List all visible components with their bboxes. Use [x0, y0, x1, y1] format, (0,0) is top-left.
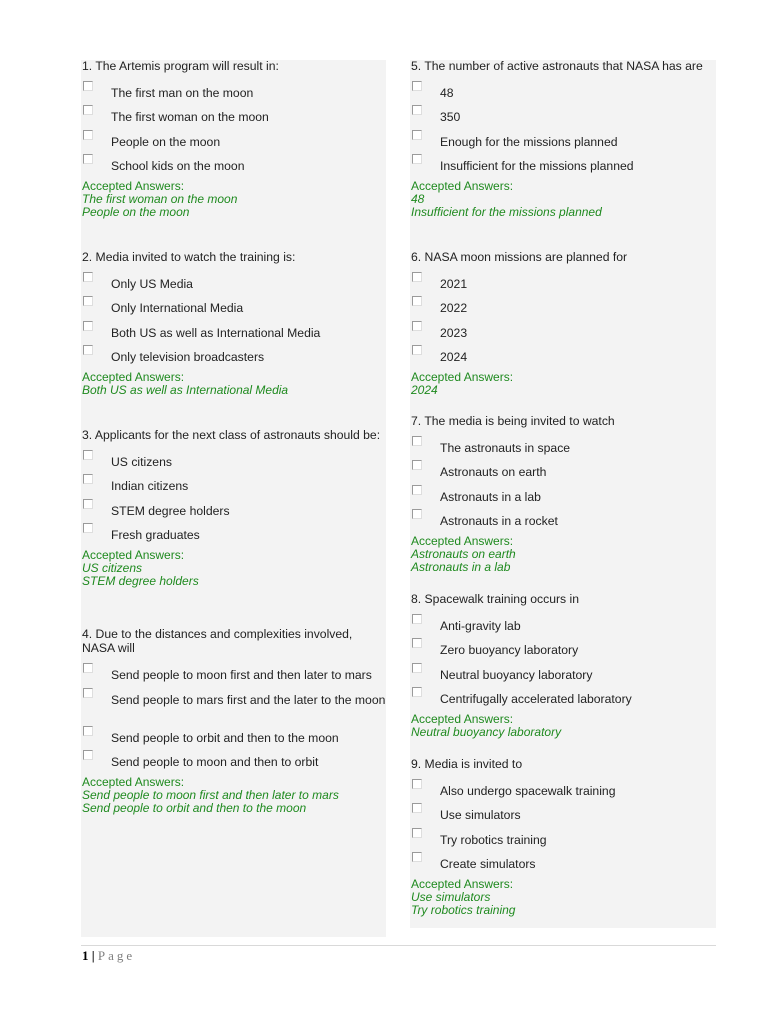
question-text: 1. The Artemis program will result in: [82, 59, 279, 73]
question-block [410, 415, 716, 574]
option-label: Only US Media [111, 276, 193, 291]
option-row [410, 514, 716, 539]
option-label: Only television broadcasters [111, 350, 265, 364]
option-checkbox[interactable] [412, 638, 422, 648]
question-text: 4. Due to the distances and complexities involved, NASA will [82, 627, 353, 655]
option-label: Both US as well as International Media [111, 325, 321, 340]
accepted-answer: Insufficient for the missions planned [411, 205, 602, 220]
option-row [410, 277, 716, 302]
option-checkbox[interactable] [412, 130, 422, 140]
option-label: The astronauts in space [440, 440, 571, 455]
question-block [81, 251, 386, 397]
option-row [410, 857, 716, 882]
option-checkbox[interactable] [412, 345, 422, 355]
option-label: Anti-gravity lab [440, 618, 521, 633]
accepted-answers-label: Accepted Answers: [82, 774, 185, 789]
option-checkbox[interactable] [412, 485, 422, 495]
page-word: Page [97, 948, 136, 963]
page-number: 1 [82, 948, 89, 963]
option-checkbox[interactable] [412, 852, 422, 862]
accepted-answers-label: Accepted Answers: [82, 369, 185, 384]
accepted-answer: Use simulators [411, 889, 491, 904]
options-list [410, 784, 716, 882]
option-label: The first woman on the moon [111, 110, 269, 124]
option-row [410, 643, 716, 668]
option-row [81, 301, 386, 326]
option-label: 48 [440, 85, 454, 100]
accepted-answer: STEM degree holders [82, 574, 199, 589]
option-checkbox[interactable] [83, 105, 93, 115]
accepted-answers-label: Accepted Answers: [82, 547, 185, 562]
option-label: Centrifugally accelerated laboratory [440, 692, 632, 706]
option-checkbox[interactable] [412, 779, 422, 789]
option-label: Astronauts in a lab [440, 489, 541, 504]
question-block [81, 60, 386, 219]
option-label: The first man on the moon [111, 85, 254, 100]
option-checkbox[interactable] [83, 296, 93, 306]
option-label: 2023 [440, 325, 468, 340]
accepted-answer: People on the moon [82, 205, 190, 220]
option-label: Create simulators [440, 857, 536, 871]
option-row [410, 441, 716, 466]
accepted-answer: Try robotics training [411, 903, 516, 918]
option-label: STEM degree holders [111, 503, 230, 518]
question-text: 3. Applicants for the next class of astronauts should be: [82, 428, 381, 442]
option-checkbox[interactable] [83, 130, 93, 140]
option-label: Send people to orbit and then to the moon [111, 730, 339, 745]
option-checkbox[interactable] [412, 321, 422, 331]
option-row [81, 693, 386, 731]
option-label: Also undergo spacewalk training [440, 783, 616, 798]
question-text: 5. The number of active astronauts that NASA has are [411, 59, 703, 73]
right-question-column [410, 60, 716, 928]
question-text: 6. NASA moon missions are planned for [411, 250, 628, 264]
option-row [81, 528, 386, 553]
options-list [410, 86, 716, 184]
left-question-column [81, 60, 386, 937]
option-checkbox[interactable] [412, 509, 422, 519]
footer-divider [81, 945, 716, 946]
option-row [410, 490, 716, 515]
options-list [81, 455, 386, 553]
option-label: Try robotics training [440, 832, 547, 847]
accepted-answer: Send people to orbit and then to the moon [82, 801, 307, 816]
option-label: 2024 [440, 350, 468, 364]
page-separator: | [91, 948, 95, 963]
question-block [410, 251, 716, 397]
option-label: Insufficient for the missions planned [440, 159, 634, 173]
option-row [410, 350, 716, 375]
option-row [81, 110, 386, 135]
option-label: Fresh graduates [111, 528, 200, 542]
question-block [81, 628, 386, 815]
accepted-answers-label: Accepted Answers: [411, 711, 514, 726]
option-label: Neutral buoyancy laboratory [440, 667, 593, 682]
accepted-answer: The first woman on the moon [82, 191, 238, 206]
question-text: 2. Media invited to watch the training is: [82, 250, 296, 264]
option-label: Enough for the missions planned [440, 134, 618, 149]
option-label: Use simulators [440, 808, 521, 822]
question-block [81, 429, 386, 588]
option-label: 2022 [440, 301, 468, 315]
options-list [81, 86, 386, 184]
option-row [81, 455, 386, 480]
accepted-answers-label: Accepted Answers: [411, 369, 514, 384]
option-row [81, 731, 386, 756]
option-row [410, 668, 716, 693]
option-label: Astronauts in a rocket [440, 514, 558, 528]
accepted-answers-label: Accepted Answers: [82, 178, 185, 193]
option-checkbox[interactable] [412, 828, 422, 838]
option-checkbox[interactable] [83, 450, 93, 460]
question-text: 8. Spacewalk training occurs in [411, 592, 580, 606]
options-list [410, 441, 716, 539]
option-row [81, 86, 386, 111]
option-row [81, 277, 386, 302]
page-footer [82, 948, 135, 964]
option-label: Zero buoyancy laboratory [440, 643, 579, 657]
option-row [81, 668, 386, 693]
option-row [81, 755, 386, 780]
option-row [410, 833, 716, 858]
question-block [410, 60, 716, 219]
option-label: People on the moon [111, 134, 221, 149]
option-checkbox[interactable] [83, 750, 93, 760]
option-row [410, 784, 716, 809]
accepted-answer: Astronauts in a lab [411, 560, 511, 575]
option-label: Indian citizens [111, 479, 189, 493]
option-checkbox[interactable] [83, 321, 93, 331]
accepted-answer: Neutral buoyancy laboratory [411, 724, 562, 739]
question-text: 9. Media is invited to [411, 757, 523, 771]
accepted-answer: Astronauts on earth [411, 546, 516, 561]
accepted-answer: Both US as well as International Media [82, 382, 289, 397]
option-row [410, 692, 716, 717]
option-checkbox[interactable] [83, 523, 93, 533]
option-row [81, 479, 386, 504]
option-label: US citizens [111, 454, 172, 469]
option-checkbox[interactable] [412, 614, 422, 624]
option-checkbox[interactable] [412, 436, 422, 446]
option-row [410, 135, 716, 160]
option-checkbox[interactable] [83, 154, 93, 164]
option-row [81, 504, 386, 529]
option-label: Only International Media [111, 301, 244, 315]
option-row [410, 86, 716, 111]
accepted-answers-label: Accepted Answers: [411, 178, 514, 193]
option-label: 350 [440, 110, 461, 124]
option-label: Send people to moon first and then later to mars [111, 668, 372, 682]
accepted-answer: US citizens [82, 560, 143, 575]
option-checkbox[interactable] [412, 272, 422, 282]
option-checkbox[interactable] [83, 474, 93, 484]
accepted-answers-label: Accepted Answers: [411, 533, 514, 548]
option-checkbox[interactable] [412, 687, 422, 697]
option-checkbox[interactable] [412, 81, 422, 91]
option-checkbox[interactable] [412, 296, 422, 306]
question-text: 7. The media is being invited to watch [411, 414, 615, 428]
option-checkbox[interactable] [83, 81, 93, 91]
option-row [410, 619, 716, 644]
options-list [81, 668, 386, 780]
option-row [81, 350, 386, 375]
options-list [410, 619, 716, 717]
option-checkbox[interactable] [83, 499, 93, 509]
options-list [410, 277, 716, 375]
options-list [81, 277, 386, 375]
option-checkbox[interactable] [83, 345, 93, 355]
option-row [410, 808, 716, 833]
question-block [410, 758, 716, 917]
option-row [410, 326, 716, 351]
option-label: Astronauts on earth [440, 465, 547, 479]
option-label: 2021 [440, 276, 468, 291]
option-checkbox[interactable] [412, 460, 422, 470]
option-label: Send people to moon and then to orbit [111, 755, 319, 769]
question-block [410, 593, 716, 739]
option-checkbox[interactable] [412, 663, 422, 673]
option-row [81, 135, 386, 160]
option-row [410, 110, 716, 135]
option-checkbox[interactable] [412, 105, 422, 115]
accepted-answer: Send people to moon first and then later to mars [82, 787, 339, 802]
option-checkbox[interactable] [412, 154, 422, 164]
option-checkbox[interactable] [83, 663, 93, 673]
option-checkbox[interactable] [83, 272, 93, 282]
option-row [81, 326, 386, 351]
accepted-answers-label: Accepted Answers: [411, 876, 514, 891]
option-label: School kids on the moon [111, 159, 245, 173]
accepted-answer: 2024 [411, 382, 438, 397]
option-row [410, 159, 716, 184]
option-row [410, 301, 716, 326]
option-checkbox[interactable] [412, 803, 422, 813]
option-row [81, 159, 386, 184]
option-row [410, 465, 716, 490]
option-label: Send people to mars first and the later to the moon [111, 692, 386, 707]
accepted-answer: 48 [411, 191, 425, 206]
option-checkbox[interactable] [83, 726, 93, 736]
